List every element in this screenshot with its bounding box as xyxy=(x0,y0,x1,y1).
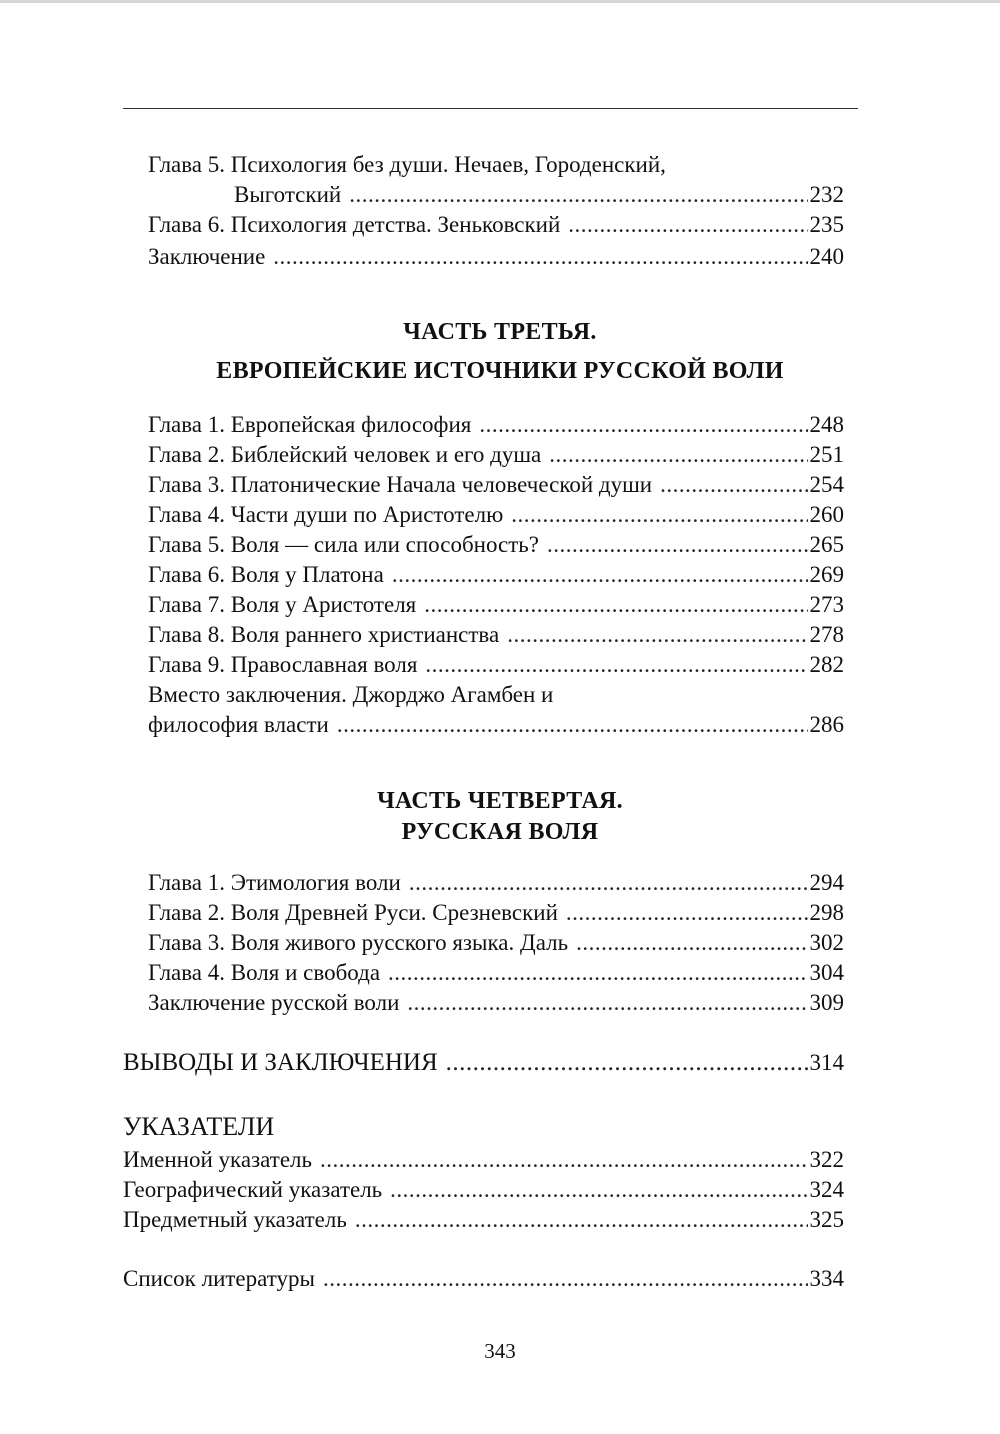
part-heading: ЕВРОПЕЙСКИЕ ИСТОЧНИКИ РУССКОЙ ВОЛИ xyxy=(216,358,784,384)
toc-page-number: 282 xyxy=(809,652,844,677)
leader-dots xyxy=(388,958,807,988)
toc-entry[interactable] xyxy=(148,928,844,958)
toc-entry[interactable] xyxy=(148,620,844,650)
leader-dots xyxy=(407,988,807,1018)
part-heading: РУССКАЯ ВОЛЯ xyxy=(401,819,599,845)
toc-entry-bibliography[interactable] xyxy=(123,1264,844,1294)
toc-entry-title: Вместо заключения. Джорджо Агамбен и xyxy=(148,682,554,707)
toc-page-number: 248 xyxy=(809,412,844,437)
page-top-edge xyxy=(0,0,1000,3)
leader-dots xyxy=(323,1264,808,1294)
leader-dots xyxy=(507,620,807,650)
toc-entry-title: Географический указатель xyxy=(123,1177,383,1202)
leader-dots xyxy=(568,210,807,240)
toc-entry-title: Глава 3. Воля живого русского языка. Даль xyxy=(148,930,569,955)
page-number: 343 xyxy=(484,1339,516,1363)
toc-entry[interactable] xyxy=(123,1205,844,1235)
toc-entry[interactable] xyxy=(148,710,844,740)
leader-dots xyxy=(660,470,807,500)
toc-entry-title: Глава 1. Этимология воли xyxy=(148,870,401,895)
leader-dots xyxy=(349,180,807,210)
toc-entry-title: философия власти xyxy=(148,712,329,737)
toc-page-number: 254 xyxy=(809,472,844,497)
toc-page-number: 302 xyxy=(809,930,844,955)
toc-page-number: 298 xyxy=(809,900,844,925)
leader-dots xyxy=(547,530,808,560)
toc-page-number: 286 xyxy=(809,712,844,737)
toc-page-number: 240 xyxy=(809,244,844,269)
toc-entry-title: Выготский xyxy=(234,182,342,207)
toc-entry-title: Глава 5. Воля — сила или способность? xyxy=(148,532,539,557)
toc-page-number: 235 xyxy=(809,212,844,237)
toc-entry-title: Глава 3. Платонические Начала человеческой души xyxy=(148,472,653,497)
toc-entry-title: Заключение русской воли xyxy=(148,990,400,1015)
toc-page-number: 334 xyxy=(809,1266,844,1291)
leader-dots xyxy=(576,928,807,958)
toc-page-number: 304 xyxy=(809,960,844,985)
toc-page-number: 269 xyxy=(809,562,844,587)
header-rule xyxy=(123,108,858,109)
toc-entry-title: Глава 6. Психология детства. Зеньковский xyxy=(148,212,561,237)
leader-dots xyxy=(392,560,808,590)
leader-dots xyxy=(390,1175,807,1205)
toc-page-number: 260 xyxy=(809,502,844,527)
toc-entry-title: Предметный указатель xyxy=(123,1207,347,1232)
toc-entry-title: Глава 4. Воля и свобода xyxy=(148,960,381,985)
toc-page-number: 232 xyxy=(809,182,844,207)
toc-entry[interactable] xyxy=(148,958,844,988)
toc-page-number: 324 xyxy=(809,1177,844,1202)
leader-dots xyxy=(409,868,808,898)
toc-page-number: 325 xyxy=(809,1207,844,1232)
toc-entry[interactable] xyxy=(148,590,844,620)
toc-entry[interactable] xyxy=(148,988,844,1018)
toc-page-number: 278 xyxy=(809,622,844,647)
toc-entry-title: Именной указатель xyxy=(123,1147,313,1172)
toc-entry-title: Глава 1. Европейская философия xyxy=(148,412,472,437)
toc-entry[interactable] xyxy=(148,242,844,272)
toc-entry[interactable] xyxy=(148,410,844,440)
toc-entry-title: Заключение xyxy=(148,244,266,269)
toc-page-number: 322 xyxy=(809,1147,844,1172)
toc-entry[interactable] xyxy=(148,470,844,500)
toc-entry[interactable] xyxy=(148,440,844,470)
toc-entry[interactable] xyxy=(123,1145,844,1175)
toc-entry[interactable] xyxy=(148,530,844,560)
toc-page-number: 265 xyxy=(809,532,844,557)
section-title-indexes: УКАЗАТЕЛИ xyxy=(123,1112,275,1141)
toc-entry-title: Глава 5. Психология без души. Нечаев, Городенский, xyxy=(148,152,666,177)
toc-entry[interactable] xyxy=(148,500,844,530)
toc-entry-title: Список литературы xyxy=(123,1266,315,1291)
leader-dots xyxy=(337,710,808,740)
leader-dots xyxy=(566,898,808,928)
leader-dots xyxy=(511,500,807,530)
toc-entry[interactable] xyxy=(148,650,844,680)
toc-entry[interactable] xyxy=(148,560,844,590)
toc-entry-title: Глава 9. Православная воля xyxy=(148,652,418,677)
toc-entry-title: Глава 6. Воля у Платона xyxy=(148,562,384,587)
leader-dots xyxy=(446,1048,808,1078)
toc-entry-conclusions[interactable] xyxy=(123,1048,844,1078)
leader-dots xyxy=(549,440,807,470)
leader-dots xyxy=(424,590,807,620)
toc-entry-title: Глава 2. Воля Древней Руси. Срезневский xyxy=(148,900,558,925)
leader-dots xyxy=(425,650,807,680)
leader-dots xyxy=(479,410,807,440)
toc-entry[interactable] xyxy=(123,1175,844,1205)
toc-page-number: 294 xyxy=(809,870,844,895)
toc-page-number: 273 xyxy=(809,592,844,617)
toc-entry[interactable] xyxy=(148,898,844,928)
toc-page-number: 309 xyxy=(809,990,844,1015)
part-heading: ЧАСТЬ ЧЕТВЕРТАЯ. xyxy=(377,788,623,814)
toc-page-number: 251 xyxy=(809,442,844,467)
toc-entry[interactable] xyxy=(148,868,844,898)
leader-dots xyxy=(273,242,807,272)
toc-entry-title: Глава 2. Библейский человек и его душа xyxy=(148,442,542,467)
part-heading: ЧАСТЬ ТРЕТЬЯ. xyxy=(403,319,597,345)
toc-entry-title: Глава 4. Части души по Аристотелю xyxy=(148,502,504,527)
toc-entry-title: Глава 7. Воля у Аристотеля xyxy=(148,592,417,617)
toc-entry[interactable] xyxy=(234,180,844,210)
leader-dots xyxy=(355,1205,808,1235)
toc-entry-title: ВЫВОДЫ И ЗАКЛЮЧЕНИЯ xyxy=(123,1049,438,1076)
toc-entry-title: Глава 8. Воля раннего христианства xyxy=(148,622,500,647)
toc-entry[interactable] xyxy=(148,210,844,240)
toc-page-number: 314 xyxy=(809,1050,844,1075)
leader-dots xyxy=(320,1145,807,1175)
